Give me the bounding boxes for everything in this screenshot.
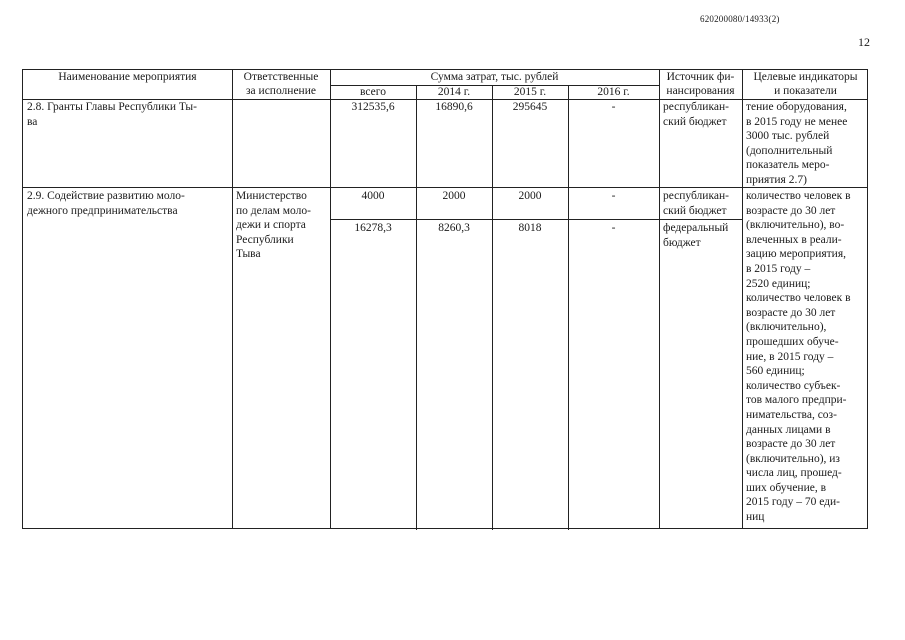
text-line: республикан- (663, 190, 729, 202)
document-id: 620200080/14933(2) (700, 14, 780, 24)
text-line: (дополнительный (746, 144, 833, 157)
text-line: приятия 2.7) (746, 173, 807, 186)
subrow-divider (330, 219, 742, 220)
text-line: ние, в 2015 году – (746, 350, 834, 363)
col-divider (568, 86, 569, 530)
text-line: числа лиц, прошед- (746, 467, 842, 480)
text-line: (включительно), из (746, 452, 840, 465)
page-number: 12 (858, 35, 870, 49)
header-source-2: нансирования (666, 85, 735, 97)
text-line: тение оборудования, (746, 101, 847, 113)
text-line: показатель меро- (746, 159, 830, 172)
header-2014: 2014 г. (437, 86, 471, 98)
text-line: возрасте до 30 лет (746, 204, 836, 217)
text-line: 2.8. Гранты Главы Республики Ты- (27, 101, 197, 113)
text-line: в 2015 году не менее (746, 115, 848, 128)
header-indicators-2: и показатели (774, 85, 837, 97)
header-costs: Сумма затрат, тыс. рублей (430, 71, 559, 83)
text-line: дежи и спорта (236, 219, 306, 232)
row-2-8-2015: 295645 (512, 101, 548, 113)
text-line: 2015 году – 70 еди- (746, 496, 840, 509)
row-2-9-rep-2016: - (611, 190, 616, 202)
row-2-8-total: 312535,6 (351, 101, 395, 113)
text-line: 3000 тыс. рублей (746, 130, 830, 143)
text-line: дежного предпринимательства (27, 204, 178, 217)
col-divider (742, 70, 743, 528)
row-2-8-source (663, 100, 729, 129)
row-2-8-2016: - (611, 101, 616, 113)
text-line: Министерство (236, 190, 307, 202)
text-line: бюджет (663, 236, 701, 249)
row-2-9-name (27, 189, 185, 218)
text-line: республикан- (663, 101, 729, 113)
text-line: возрасте до 30 лет (746, 306, 836, 319)
row-2-9-rep-2014: 2000 (442, 190, 466, 202)
text-line: количество субъек- (746, 379, 841, 392)
text-line: ский бюджет (663, 115, 727, 128)
text-line: по делам моло- (236, 204, 311, 217)
col-divider (659, 70, 660, 528)
row-2-9-fed-2015: 8018 (518, 222, 542, 234)
row-2-9-fed-2016: - (611, 222, 616, 234)
header-indicators-1: Целевые индикаторы (753, 71, 858, 83)
row-2-9-fed-2014: 8260,3 (438, 222, 470, 234)
text-line: федеральный (663, 222, 729, 234)
header-responsible-2: за исполнение (246, 85, 316, 97)
text-line: ниц (746, 511, 765, 524)
text-line: 2520 единиц; (746, 277, 811, 290)
row-2-9-rep-2015: 2000 (518, 190, 542, 202)
header-2015: 2015 г. (513, 86, 547, 98)
row-2-9-fed-total: 16278,3 (354, 222, 392, 234)
text-line: 2.9. Содействие развитию моло- (27, 190, 185, 202)
text-line: зацию мероприятия, (746, 248, 846, 261)
expense-table (22, 69, 868, 529)
col-divider (416, 86, 417, 530)
header-total: всего (360, 86, 386, 98)
text-line: нимательства, соз- (746, 408, 837, 421)
row-2-9-indicators (746, 189, 851, 525)
row-2-9-rep-total: 4000 (361, 190, 385, 202)
text-line: ва (27, 115, 38, 128)
text-line: ших обучение, в (746, 481, 827, 494)
text-line: (включительно), во- (746, 219, 845, 232)
text-line: количество человек в (746, 190, 851, 202)
row-2-9-responsible (236, 189, 311, 262)
row-2-8-2014: 16890,6 (435, 101, 473, 113)
row-2-9-rep-source (663, 189, 729, 218)
text-line: 560 единиц; (746, 365, 805, 378)
text-line: ский бюджет (663, 204, 727, 217)
col-divider (492, 86, 493, 530)
text-line: в 2015 году – (746, 262, 811, 275)
row-2-9-fed-source (663, 221, 728, 250)
row-2-8-name (27, 100, 197, 129)
text-line: влеченных в реали- (746, 233, 842, 246)
text-line: Республики (236, 233, 294, 246)
text-line: прошедших обуче- (746, 335, 839, 348)
header-name: Наименование мероприятия (58, 71, 197, 83)
header-responsible-1: Ответственные (243, 71, 319, 83)
row-2-8-indicators (746, 100, 847, 188)
text-line: возрасте до 30 лет (746, 438, 836, 451)
text-line: Тыва (236, 248, 261, 261)
text-line: тов малого предпри- (746, 394, 847, 407)
col-divider (232, 70, 233, 528)
row-divider (23, 187, 867, 188)
header-source-1: Источник фи- (666, 71, 735, 83)
text-line: (включительно), (746, 321, 827, 334)
col-divider (330, 70, 331, 528)
header-2016: 2016 г. (597, 86, 630, 98)
text-line: данных лицами в (746, 423, 831, 436)
text-line: количество человек в (746, 292, 851, 305)
